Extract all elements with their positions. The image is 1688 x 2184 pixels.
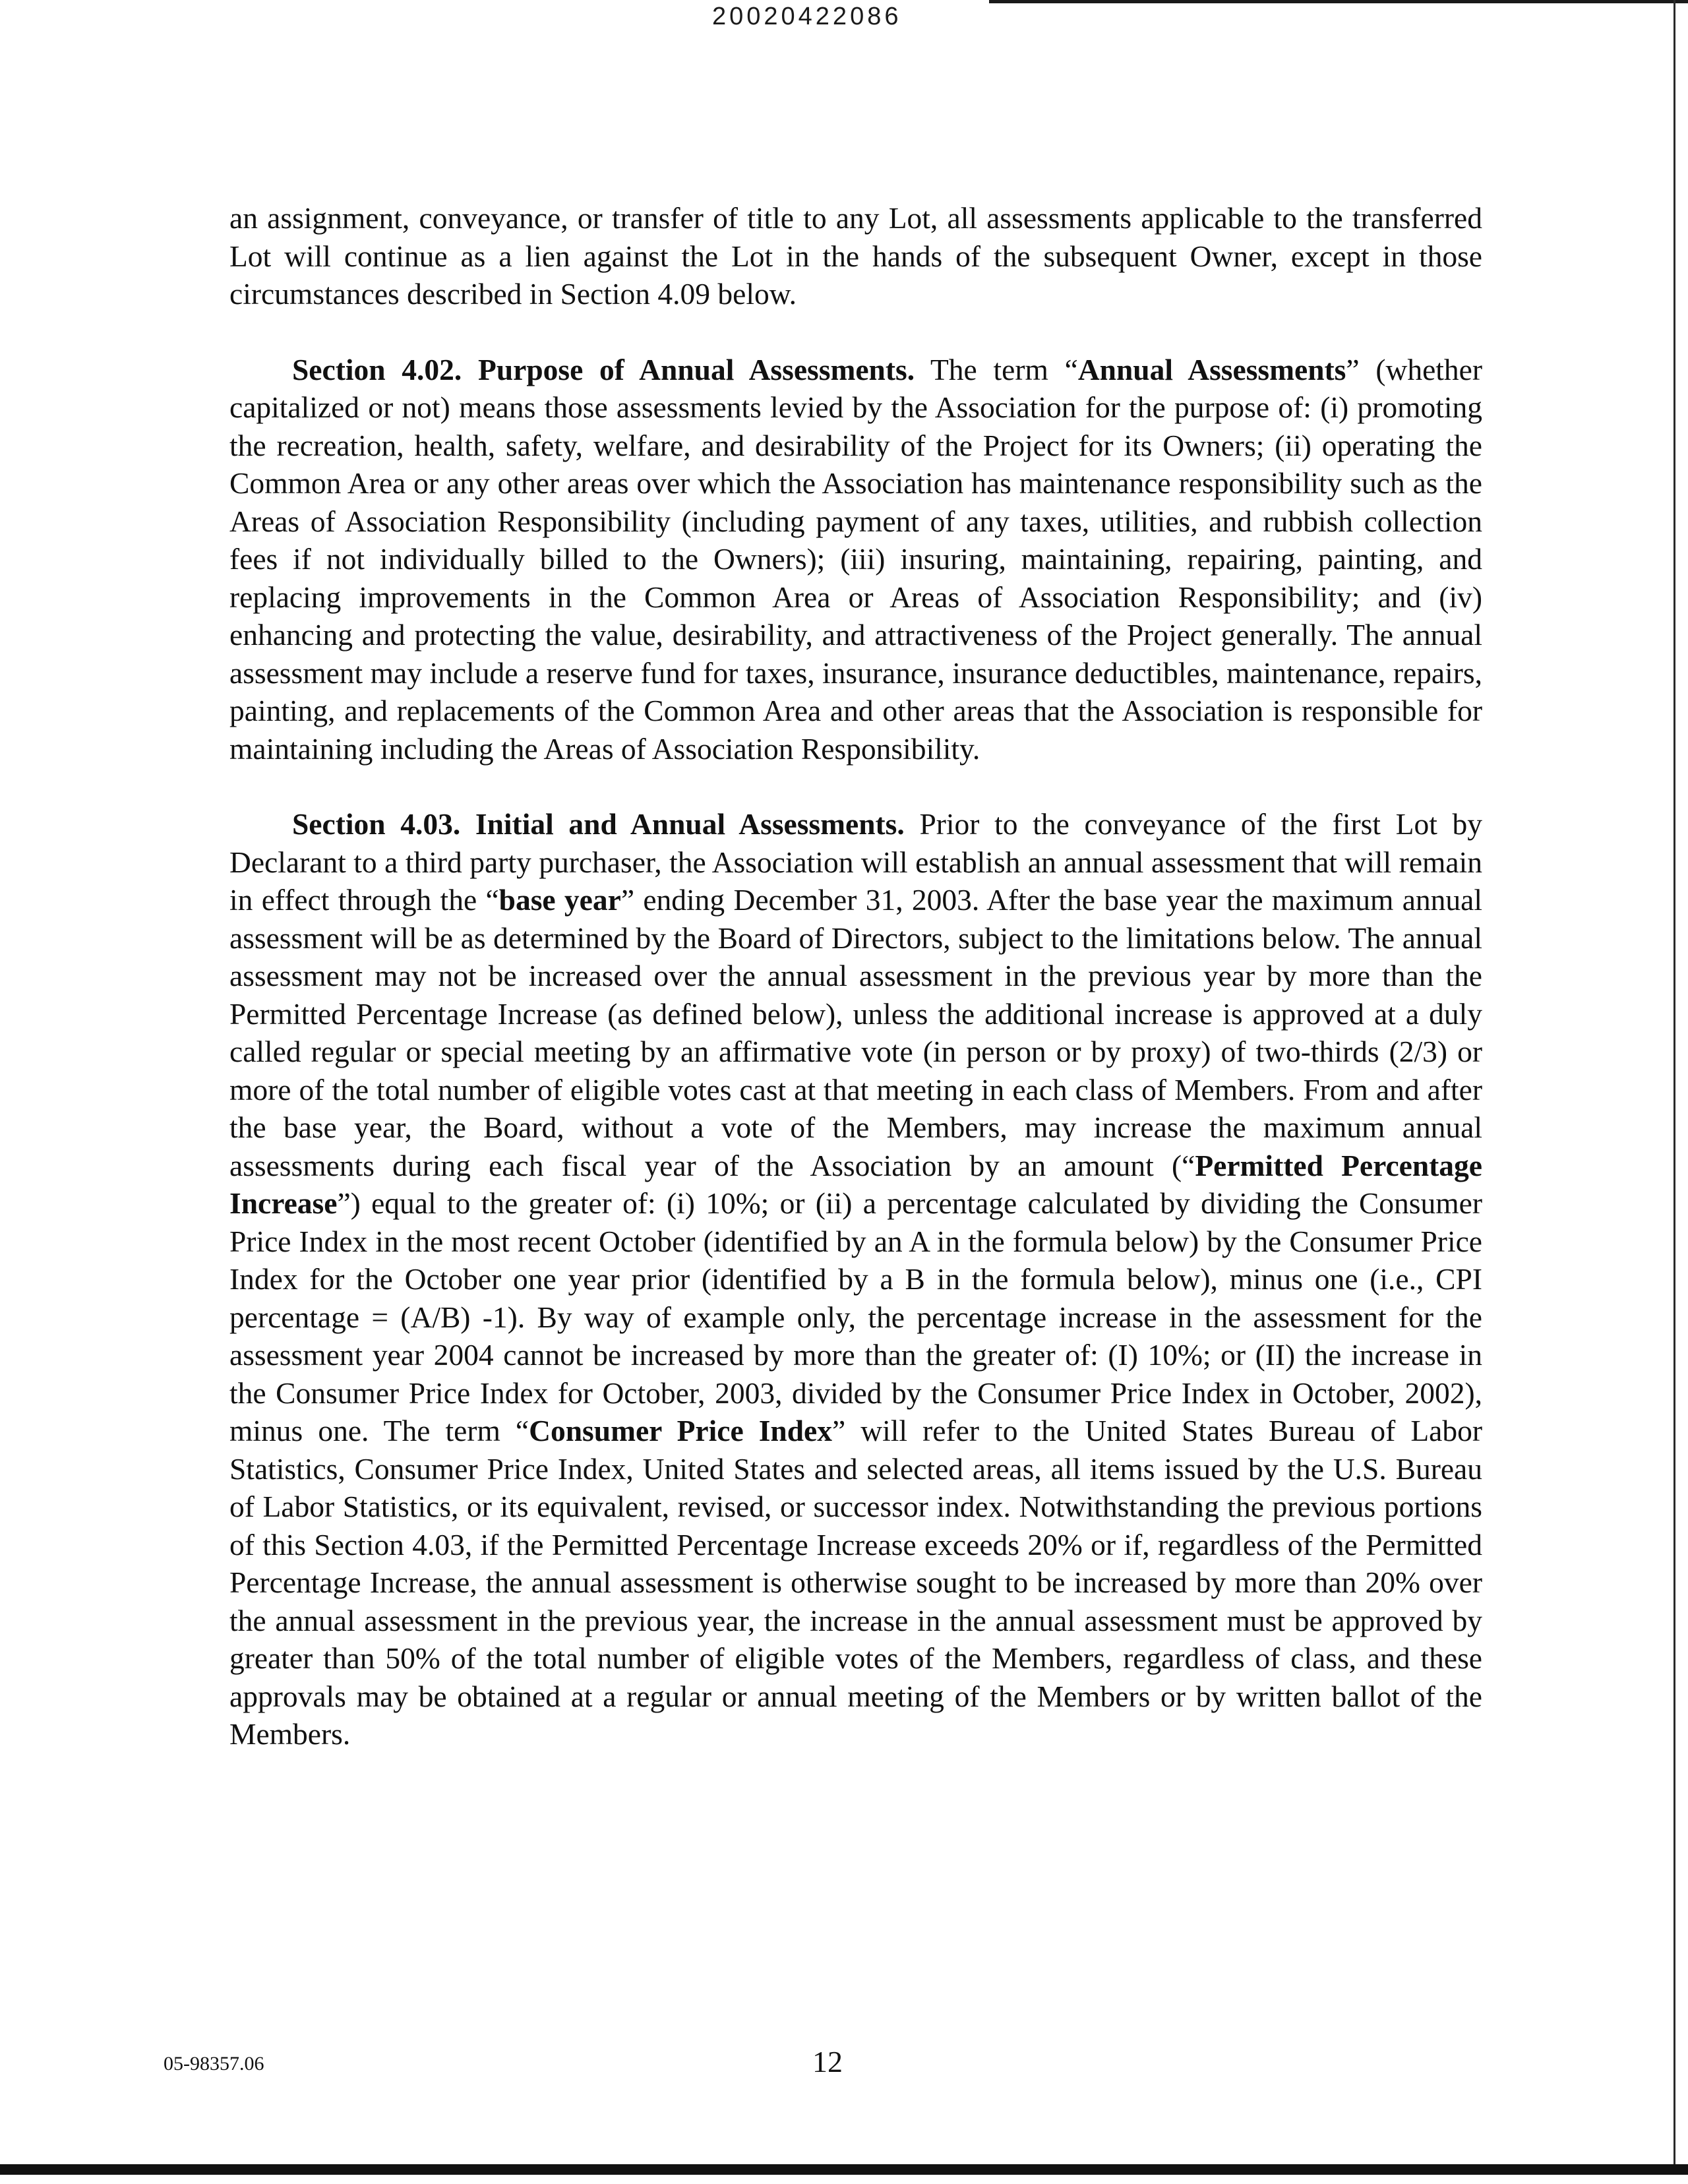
paragraph-text: The term “ [915,352,1078,386]
bottom-scan-rule [0,2164,1688,2175]
paragraph-text: an assignment, conveyance, or transfer of title to any Lot, all assessments applicable to the transferred Lot will continue as a lien against the Lot in the hands of the subsequent Owner, except in those circumstances described in Section 4.09 below. [229,201,1482,311]
paragraph-text: Prior to the conveyance of the first Lot by Declarant to a third party purchaser, the Association will establish an annual assessment that will remain in effect through the “ [229,807,1483,917]
paragraph-section-4-03 [229,805,1482,1753]
defined-term: Consumer Price Index [529,1414,832,1447]
right-scan-edge [1673,0,1675,2169]
footer-doc-code: 05-98357.06 [164,2053,264,2075]
recording-number: 20020422086 [712,3,902,30]
defined-term: Annual Assessments [1077,352,1346,386]
top-scan-rule [989,0,1688,3]
paragraph-text: ” (whether capitalized or not) means those assessments levied by the Association for the purpose of: (i) promoting the recreation, health, safety, welfare, and desirability of the Project for its Owners; (ii) operating the Common Area or any other areas over which the Association has maintenance responsibility such as the Areas of Association Responsibility (including payment of any taxes, utilities, and rubbish collection fees if not individually billed to the Owners); (iii) insuring, maintaining, repairing, painting, and replacing improvements in the Common Area or Areas of Association Responsibility; and (iv) enhancing and protecting the value, desirability, and attractiveness of the Project generally. The annual assessment may include a reserve fund for taxes, insurance, insurance deductibles, maintenance, repairs, painting, and replacements of the Common Area and other areas that the Association is responsible for maintaining including the Areas of Association Responsibility. [229,352,1483,766]
paragraph-section-4-02 [229,351,1482,768]
paragraph-text: ”) equal to the greater of: (i) 10%; or (ii) a percentage calculated by dividing the Consumer Price Index in the most recent October (identified by an A in the formula below) by the Consumer Price Index for the October one year prior (identified by a B in the formula below), minus one (i.e., CPI percentage = (A/B) -1). By way of example only, the percentage increase in the assessment for the assessment year 2004 cannot be increased by more than the greater of: (I) 10%; or (II) the increase in the Consumer Price Index for October, 2003, divided by the Consumer Price Index in October, 2002), minus one. The term “ [229,1186,1482,1447]
paragraph-continuation [229,199,1482,313]
paragraph-text: ” ending December 31, 2003. After the base year the maximum annual assessment will be as determined by the Board of Directors, subject to the limitations below. The annual assessment may not be increased over the annual assessment in the previous year by more than the Permitted Percentage Increase (as defined below), unless the additional increase is approved at a duly called regular or special meeting by an affirmative vote (in person or by proxy) of two-thirds (2/3) or more of the total number of eligible votes cast at that meeting in each class of Members. From and after the base year, the Board, without a vote of the Members, may increase the maximum annual assessments during each fiscal year of the Association by an amount (“ [229,883,1482,1182]
section-heading: Section 4.02. Purpose of Annual Assessments. [292,352,915,386]
defined-term: base year [498,883,621,917]
section-heading: Section 4.03. Initial and Annual Assessments. [292,807,905,841]
page-number: 12 [812,2045,843,2078]
paragraph-text: ” will refer to the United States Bureau of Labor Statistics, Consumer Price Index, United States and selected areas, all items issued by the U.S. Bureau of Labor Statistics, or its equivalent, revised, or successor index. Notwithstanding the previous portions of this Section 4.03, if the Permitted Percentage Increase exceeds 20% or if, regardless of the Permitted Percentage Increase, the annual assessment is otherwise sought to be increased by more than 20% over the annual assessment in the previous year, the increase in the annual assessment must be approved by greater than 50% of the total number of eligible votes of the Members, regardless of class, and these approvals may be obtained at a regular or annual meeting of the Members or by written ballot of the Members. [229,1414,1482,1751]
defined-term: Permitted Percentage Increase [229,1148,1482,1220]
document-body [229,199,1482,1791]
